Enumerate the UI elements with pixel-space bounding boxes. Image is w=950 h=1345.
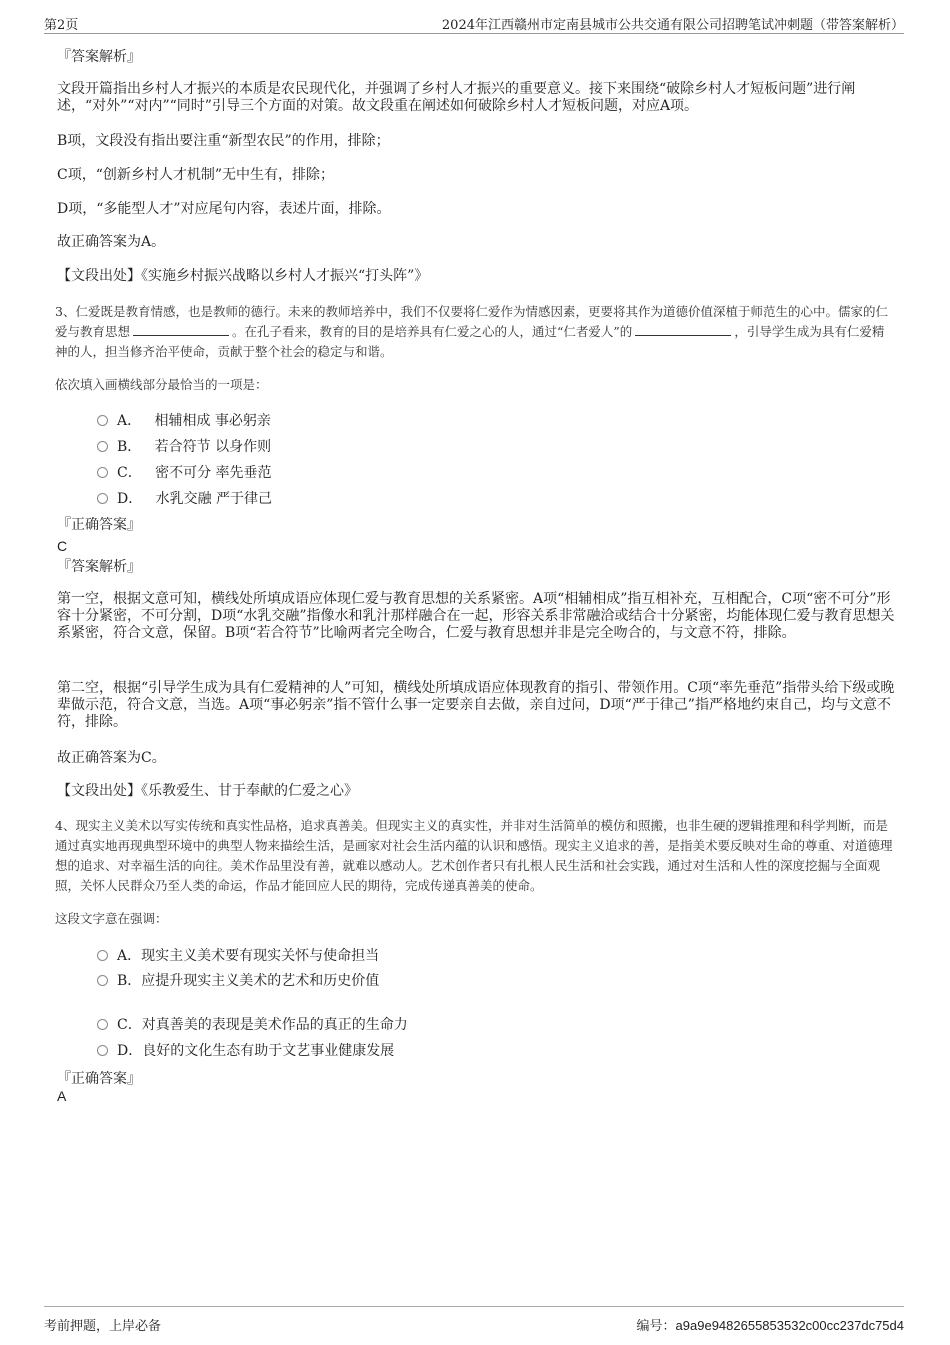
- radio-icon[interactable]: [97, 1019, 108, 1030]
- q2-analysis-para1: 文段开篇指出乡村人才振兴的本质是农民现代化，并强调了乡村人才振兴的重要意义。接下来围绕“破除乡村人才短板问题”进行阐述，“对外”“对内”“同时”引导三个方面的对策。故文段重在阐述如何破除乡村人才短板问题，对应A项。: [57, 81, 856, 114]
- q4-option-a[interactable]: A．现实主义美术要有现实关怀与使命担当: [97, 947, 379, 965]
- q2-analysis-para3: C项，“创新乡村人才机制”无中生有，排除；: [57, 167, 335, 183]
- page-footer: [44, 1306, 904, 1334]
- q2-analysis-para2: B项，文段没有指出要注重“新型农民”的作用，排除；: [57, 133, 390, 149]
- q2-analysis-label: 『答案解析』: [57, 49, 141, 65]
- document-code: 编号：a9a9e9482655853532c00cc237dc75d4: [636, 1318, 904, 1334]
- q4-correct-label: 『正确答案』: [57, 1071, 141, 1087]
- q3-correct-label: 『正确答案』: [57, 517, 141, 533]
- radio-icon[interactable]: [97, 415, 108, 426]
- q2-conclusion: 故正确答案为A。: [57, 234, 166, 250]
- q4-option-c[interactable]: C．对真善美的表现是美术作品的真正的生命力: [97, 1016, 408, 1034]
- q3-option-c[interactable]: C． 密不可分 率先垂范: [97, 464, 272, 482]
- q4-stem: 4、现实主义美术以写实传统和真实性品格，追求真善美。但现实主义的真实性，并非对生活简单的模仿和照搬，也非生硬的逻辑推理和科学判断，而是通过真实地再现典型环境中的典型人物来描绘生活，是画家对社会生活内蕴的认识和感悟。现实主义追求的善，是指美术要反映对生命的尊重、对道德理想的追求、对幸福生活的向往。美术作品里没有善，就难以感动人。艺术创作者只有扎根人民生活和社会实践，通过对生活和人性的深度挖掘与全面观照，关怀人民群众乃至人类的命运，作品才能回应人民的期待，完成传递真善美的使命。: [55, 818, 893, 893]
- q3-stem: 3、仁爱既是教育情感，也是教师的德行。未来的教师培养中，我们不仅要将仁爱作为情感因素，更要将其作为道德价值深植于师范生的心中。儒家的仁爱与教育思想 。在孔子看来，教育的目的是培养具有仁爱之心的人，通过“仁者爱人”的 ，引导学生成为具有仁爱精神的人，担当修齐治平使命，贡献于整个社会的稳定与和谐。: [55, 304, 888, 359]
- q3-analysis-para1: 第一空，根据文意可知，横线处所填成语应体现仁爱与教育思想的关系紧密。A项“相辅相成”指互相补充，互相配合，C项“密不可分”形容十分紧密，不可分割，D项“水乳交融”指像水和乳汁那样融合在一起，形容关系非常融洽或结合十分紧密，均能体现仁爱与教育思想关系紧密，符合文意，保留。B项“若合符节”比喻两者完全吻合，仁爱与教育思想并非是完全吻合的，与文意不符，排除。: [57, 591, 895, 641]
- page-header: [44, 0, 904, 34]
- q4-prompt: 这段文字意在强调：: [55, 911, 168, 926]
- q3-analysis-para2: 第二空，根据“引导学生成为具有仁爱精神的人”可知，横线处所填成语应体现教育的指引、带领作用。C项“率先垂范”指带头给下级或晚辈做示范，符合文意，当选。A项“事必躬亲”指不管什么事一定要亲自去做，亲自过问，D项“严于律己”指严格地约束自己，均与文意不符，排除。: [57, 680, 895, 730]
- radio-icon[interactable]: [97, 467, 108, 478]
- q4-correct-answer: A: [57, 1088, 67, 1104]
- radio-icon[interactable]: [97, 975, 108, 986]
- q4-option-d[interactable]: D．良好的文化生态有助于文艺事业健康发展: [97, 1042, 394, 1060]
- q3-option-b[interactable]: B． 若合符节 以身作则: [97, 438, 271, 456]
- footer-slogan: 考前押题，上岸必备: [44, 1319, 162, 1334]
- q3-option-d[interactable]: D． 水乳交融 严于律己: [97, 490, 272, 508]
- q3-conclusion: 故正确答案为C。: [57, 750, 166, 766]
- q3-option-a[interactable]: A． 相辅相成 事必躬亲: [97, 412, 271, 430]
- q4-option-b[interactable]: B．应提升现实主义美术的艺术和历史价值: [97, 972, 379, 990]
- q2-analysis-para4: D项，“多能型人才”对应尾句内容，表述片面，排除。: [57, 201, 391, 217]
- q3-analysis-label: 『答案解析』: [57, 559, 141, 575]
- answer-blank-2: [635, 323, 731, 336]
- q2-source: 【文段出处】《实施乡村振兴战略以乡村人才振兴“打头阵”》: [57, 268, 429, 284]
- document-title: 2024年江西赣州市定南县城市公共交通有限公司招聘笔试冲刺题（带答案解析）: [441, 18, 904, 33]
- q3-source: 【文段出处】《乐教爱生、甘于奉献的仁爱之心》: [57, 783, 358, 799]
- q3-correct-answer: C: [57, 538, 68, 554]
- answer-blank-1: [133, 323, 229, 336]
- radio-icon[interactable]: [97, 441, 108, 452]
- radio-icon[interactable]: [97, 950, 108, 961]
- page-number: 第2页: [44, 18, 79, 33]
- radio-icon[interactable]: [97, 1045, 108, 1056]
- radio-icon[interactable]: [97, 493, 108, 504]
- q3-prompt: 依次填入画横线部分最恰当的一项是：: [55, 377, 268, 392]
